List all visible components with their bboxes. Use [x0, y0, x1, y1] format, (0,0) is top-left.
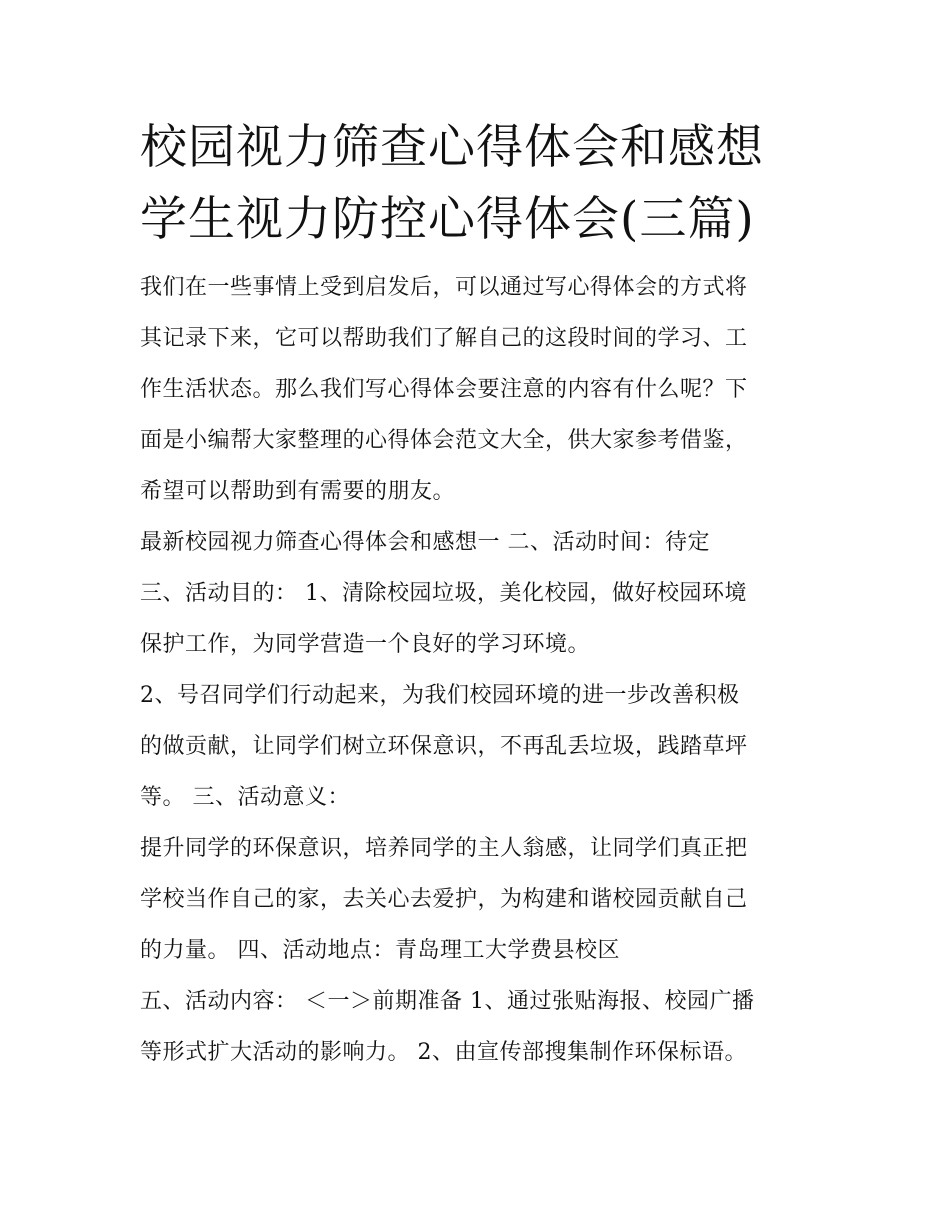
text-line: 保护工作，为同学营造一个良好的学习环境。 [140, 632, 591, 657]
text-line: 的力量。 四、活动地点：青岛理工大学费县校区 [140, 938, 620, 963]
text-line: 我们在一些事情上受到启发后，可以通过写心得体会的方式将 [140, 275, 748, 300]
text-line: 的做贡献，让同学们树立环保意识，不再乱丢垃圾，践踏草坪 [140, 734, 748, 759]
title-line-1: 校园视力筛查心得体会和感想 [140, 120, 764, 175]
paragraph-activity-purpose [140, 568, 820, 670]
paragraph-intro [140, 262, 820, 517]
paragraph-call-to-action [140, 670, 820, 823]
paragraph-activity-time [140, 517, 820, 568]
text-line: 等形式扩大活动的影响力。 2、由宣传部搜集制作环保标语。 [140, 1040, 747, 1065]
document-title [140, 112, 820, 256]
text-line: 三、活动目的： 1、清除校园垃圾，美化校园，做好校园环境 [140, 581, 747, 606]
document-page [140, 112, 820, 1078]
text-line: 等。 三、活动意义： [140, 785, 350, 810]
text-line: 其记录下来，它可以帮助我们了解自己的这段时间的学习、工 [140, 326, 748, 351]
text-line: 面是小编帮大家整理的心得体会范文大全，供大家参考借鉴， [140, 428, 748, 453]
text-line: 提升同学的环保意识，培养同学的主人翁感，让同学们真正把 [140, 836, 748, 861]
text-line: 作生活状态。那么我们写心得体会要注意的内容有什么呢？下 [140, 377, 748, 402]
paragraph-activity-content [140, 976, 820, 1078]
text-line: 学校当作自己的家，去关心去爱护，为构建和谐校园贡献自己 [140, 887, 748, 912]
text-line: 五、活动内容： ＜一＞前期准备 1、通过张贴海报、校园广播 [140, 989, 755, 1014]
text-line: 最新校园视力筛查心得体会和感想一 二、活动时间：待定 [140, 530, 710, 555]
paragraph-activity-meaning [140, 823, 820, 976]
text-line: 2、号召同学们行动起来，为我们校园环境的进一步改善积极 [140, 683, 740, 708]
title-line-2: 学生视力防控心得体会(三篇) [140, 192, 755, 247]
text-line: 希望可以帮助到有需要的朋友。 [140, 479, 456, 504]
